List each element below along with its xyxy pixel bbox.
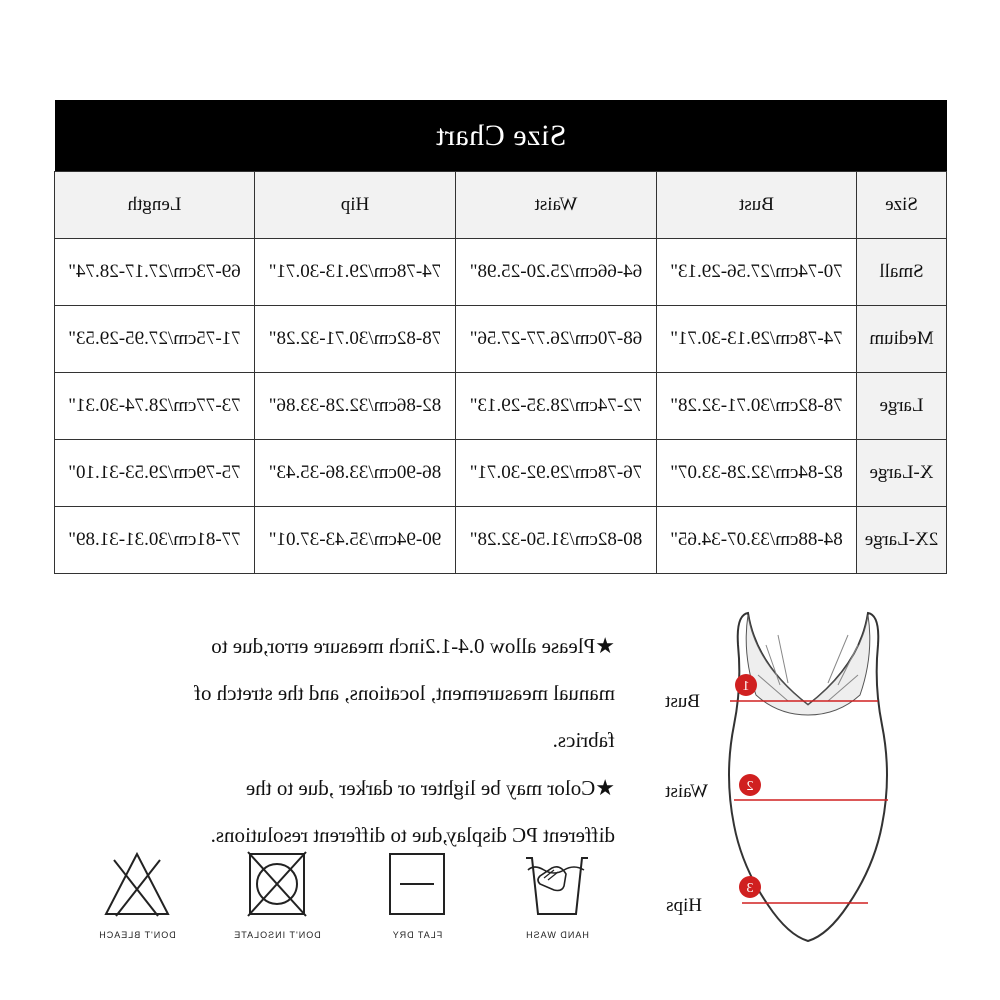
bust-cell: 82-84cm/32.28-33.07" <box>657 440 857 507</box>
hip-cell: 90-94cm/35.43-37.01" <box>255 507 456 574</box>
hip-cell: 82-86cm/32.28-33.86" <box>255 373 456 440</box>
bust-cell: 78-82cm/30.71-32.28" <box>657 373 857 440</box>
care-label: HAND WASH <box>525 930 589 940</box>
header-size: Size <box>857 172 947 239</box>
hand-wash-icon <box>520 850 594 920</box>
size-chart <box>55 100 947 574</box>
svg-text:3: 3 <box>746 881 754 896</box>
waist-cell: 68-70cm/26.77-27.56" <box>456 306 657 373</box>
table-row <box>55 239 947 306</box>
care-label: FLAT DRY <box>391 930 443 940</box>
waist-cell: 72-74cm/28.35-29.13" <box>456 373 657 440</box>
dont-bleach-icon <box>100 850 174 920</box>
dont-tumble-dry-icon <box>240 850 314 920</box>
svg-text:1: 1 <box>742 679 750 694</box>
size-table <box>54 171 947 574</box>
note-color-line-1: ★Color may be lighter or darker ,due to the <box>245 775 615 800</box>
bust-cell: 84-88cm/33.07-34.65" <box>657 507 857 574</box>
care-hand-wash <box>502 850 612 960</box>
waist-cell: 64-66cm/25.20-25.98" <box>456 239 657 306</box>
table-row <box>55 373 947 440</box>
note-color-line-2: different PC display,due to different resolutions. <box>210 823 615 847</box>
table-header-row <box>55 172 947 239</box>
size-cell: Large <box>857 373 947 440</box>
hip-cell: 74-78cm/29.13-30.71" <box>255 239 456 306</box>
label-bust: Bust <box>665 691 700 712</box>
size-chart-title: Size Chart <box>55 100 947 171</box>
table-row <box>55 440 947 507</box>
label-waist: Waist <box>665 781 708 802</box>
header-hip: Hip <box>255 172 456 239</box>
waist-cell: 80-82cm/31.50-32.28" <box>456 507 657 574</box>
care-dont-bleach <box>82 850 192 960</box>
note-measure-line-1: ★Please allow 0.4-1.2inch measure error,due to <box>211 633 615 658</box>
star-icon: ★ <box>595 775 615 800</box>
table-row <box>55 507 947 574</box>
size-cell: X-Large <box>857 440 947 507</box>
size-cell: Medium <box>857 306 947 373</box>
care-label: DON'T BLEACH <box>98 930 176 940</box>
waist-cell: 76-78cm/29.92-30.71" <box>456 440 657 507</box>
star-icon: ★ <box>595 633 615 658</box>
length-cell: 75-79cm/29.53-31.10" <box>55 440 255 507</box>
measurement-diagram <box>638 605 978 945</box>
length-cell: 73-77cm/28.74-30.31" <box>55 373 255 440</box>
hip-cell: 86-90cm/33.86-35.43" <box>255 440 456 507</box>
care-instructions <box>82 850 612 960</box>
label-hips: Hips <box>666 895 702 916</box>
length-cell: 69-73cm/27.17-28.74" <box>55 239 255 306</box>
notes <box>55 622 615 859</box>
flat-dry-icon <box>380 850 454 920</box>
size-cell: Small <box>857 239 947 306</box>
svg-text:2: 2 <box>746 779 754 794</box>
note-measure-line-2: manual measurement, locations, and the stretch of <box>193 681 615 705</box>
header-waist: Waist <box>456 172 657 239</box>
care-label: DON'T INSOLATE <box>233 930 321 940</box>
hip-cell: 78-82cm/30.71-32.28" <box>255 306 456 373</box>
bust-cell: 70-74cm/27.56-29.13" <box>657 239 857 306</box>
table-row <box>55 306 947 373</box>
bust-cell: 74-78cm/29.13-30.71" <box>657 306 857 373</box>
length-cell: 77-81cm/30.31-31.89" <box>55 507 255 574</box>
note-measure-line-3: fabrics. <box>552 728 615 752</box>
header-length: Length <box>55 172 255 239</box>
size-cell: 2X-Large <box>857 507 947 574</box>
length-cell: 71-75cm/27.95-29.53" <box>55 306 255 373</box>
care-flat-dry <box>362 850 472 960</box>
care-dont-insolate <box>222 850 332 960</box>
header-bust: Bust <box>657 172 857 239</box>
bodysuit-illustration <box>638 605 978 945</box>
